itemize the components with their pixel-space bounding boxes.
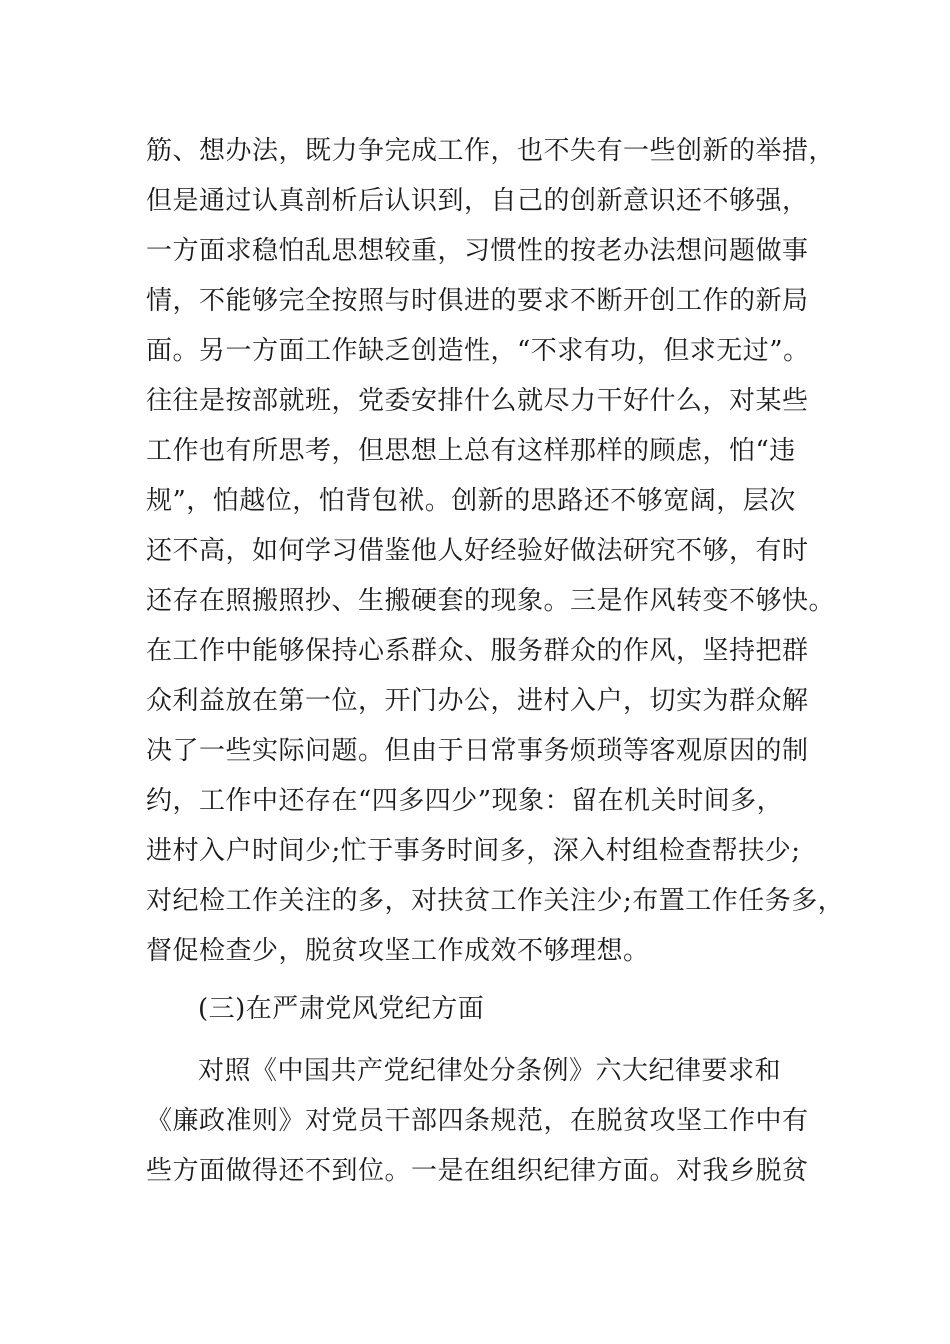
para1-line: 一方面求稳怕乱思想较重，习惯性的按老办法想问题做事 [146, 236, 809, 266]
para1-line: 情，不能够完全按照与时俱进的要求不断开创工作的新局 [146, 286, 809, 316]
para1-line: 筋、想办法，既力争完成工作，也不失有一些创新的举措， [146, 136, 836, 166]
para1-line: 进村入户时间少;忙于事务时间多，深入村组检查帮扶少; [146, 836, 801, 866]
para1-line: 规”，怕越位，怕背包袱。创新的思路还不够宽阔，层次 [146, 486, 796, 516]
para1-line: 在工作中能够保持心系群众、服务群众的作风，坚持把群 [146, 636, 809, 666]
para1-line: 但是通过认真剖析后认识到，自己的创新意识还不够强， [146, 186, 809, 216]
para1-line: 还存在照搬照抄、生搬硬套的现象。三是作风转变不够快。 [146, 586, 836, 616]
section-heading: (三)在严肃党风党纪方面 [198, 994, 485, 1024]
para1-line: 对纪检工作关注的多，对扶贫工作关注少;布置工作任务多， [146, 886, 845, 916]
para2-line: 《廉政准则》对党员干部四条规范，在脱贫攻坚工作中有 [146, 1106, 809, 1136]
para1-line: 面。另一方面工作缺乏创造性，“不求有功，但求无过”。 [146, 336, 810, 366]
para1-line: 往往是按部就班，党委安排什么就尽力干好什么，对某些 [146, 386, 809, 416]
para2-line: 对照《中国共产党纪律处分条例》六大纪律要求和 [198, 1056, 782, 1086]
para1-line: 工作也有所思考，但思想上总有这样那样的顾虑，怕“违 [146, 436, 796, 466]
para2-line: 些方面做得还不到位。一是在组织纪律方面。对我乡脱贫 [146, 1156, 809, 1186]
para1-line: 还不高，如何学习借鉴他人好经验好做法研究不够，有时 [146, 536, 809, 566]
para1-line: 约，工作中还存在“四多四少”现象：留在机关时间多， [146, 786, 784, 816]
para1-line: 决了一些实际问题。但由于日常事务烦琐等客观原因的制 [146, 736, 809, 766]
para1-line: 督促检查少，脱贫攻坚工作成效不够理想。 [146, 936, 650, 966]
para1-line: 众利益放在第一位，开门办公，进村入户，切实为群众解 [146, 686, 809, 716]
